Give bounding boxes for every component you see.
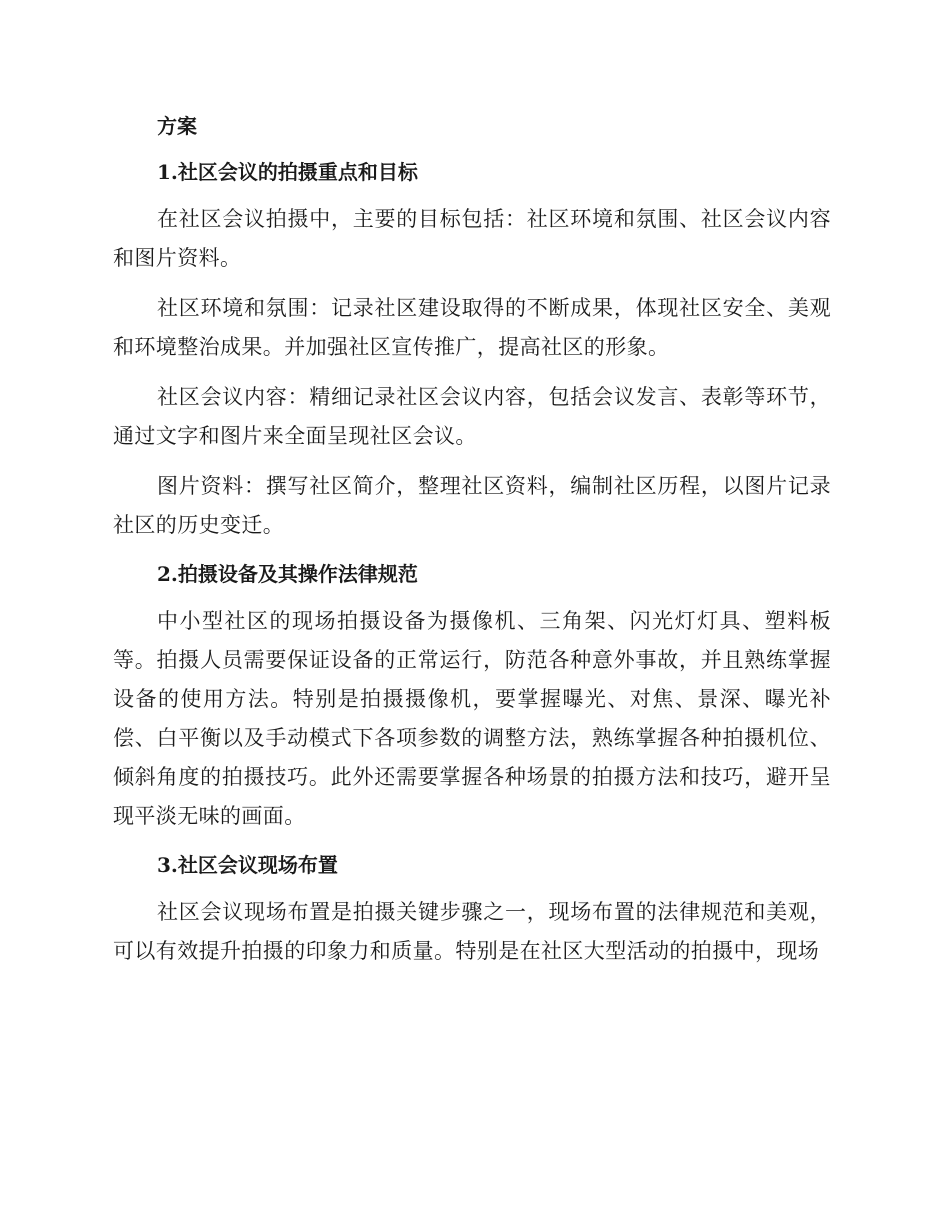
paragraph: 中小型社区的现场拍摄设备为摄像机、三角架、闪光灯灯具、塑料板等。拍摄人员需要保证设备的正常运行，防范各种意外事故，并且熟练掌握设备的使用方法。特别是拍摄摄像机，要掌握曝光、对焦、景深、曝光补偿、白平衡以及手动模式下各项参数的调整方法，熟练掌握各种拍摄机位、倾斜角度的拍摄技巧。此外还需要掌握各种场景的拍摄方法和技巧，避开呈现平淡无味的画面。	[113, 609, 831, 828]
section-heading: 2.拍摄设备及其操作法律规范	[157, 562, 418, 586]
paragraph: 在社区会议拍摄中，主要的目标包括：社区环境和氛围、社区会议内容和图片资料。	[113, 207, 831, 270]
section-3	[113, 847, 831, 971]
document-page	[113, 108, 831, 982]
paragraph: 社区会议现场布置是拍摄关键步骤之一，现场布置的法律规范和美观，可以有效提升拍摄的印象力和质量。特别是在社区大型活动的拍摄中，现场	[113, 900, 831, 963]
paragraph: 社区环境和氛围：记录社区建设取得的不断成果，体现社区安全、美观和环境整治成果。并加强社区宣传推广，提高社区的形象。	[113, 296, 831, 359]
document-title: 方案	[157, 114, 197, 138]
paragraph: 图片资料：撰写社区简介，整理社区资料，编制社区历程，以图片记录社区的历史变迁。	[113, 474, 831, 537]
section-heading: 3.社区会议现场布置	[157, 853, 338, 877]
section-1	[113, 154, 831, 545]
paragraph: 社区会议内容：精细记录社区会议内容，包括会议发言、表彰等环节，通过文字和图片来全面呈现社区会议。	[113, 385, 831, 448]
section-2	[113, 556, 831, 836]
section-heading: 1.社区会议的拍摄重点和目标	[157, 160, 418, 184]
